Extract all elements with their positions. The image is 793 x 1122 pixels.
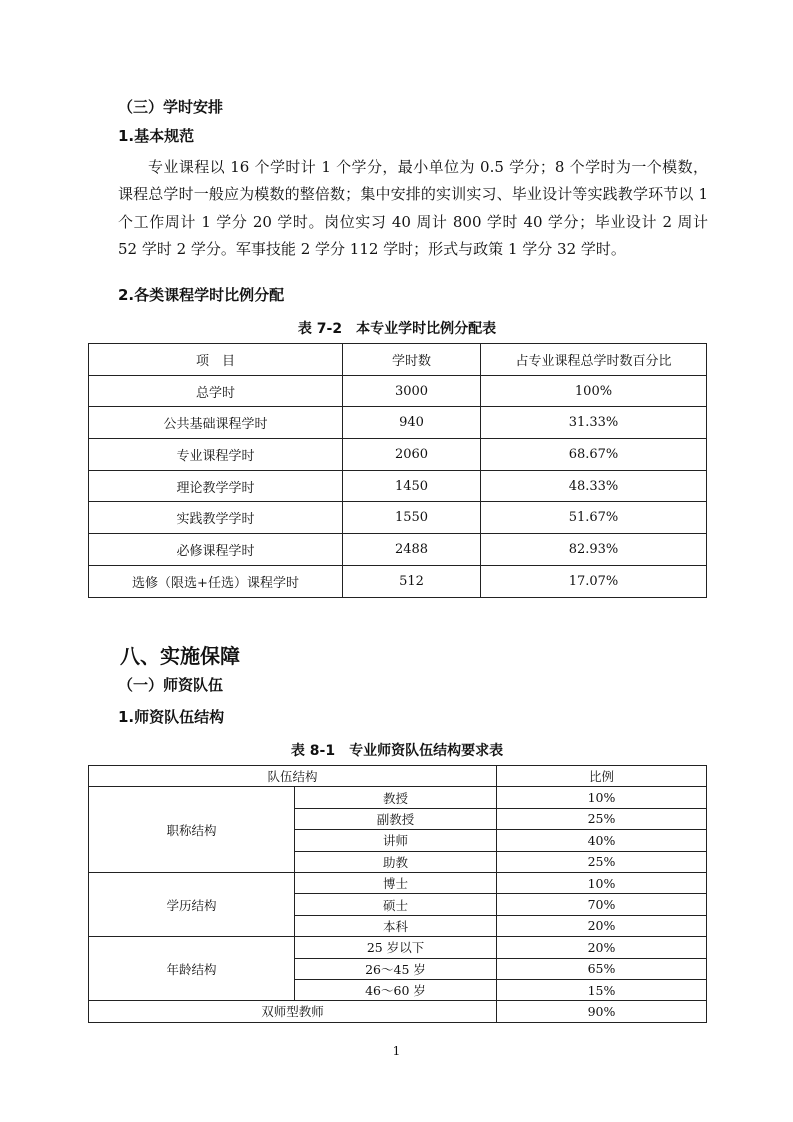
ratio-cell: 40% bbox=[497, 830, 707, 851]
ratio-cell: 65% bbox=[497, 958, 707, 979]
page-number: 1 bbox=[392, 1044, 401, 1058]
table-cell: 2488 bbox=[343, 534, 481, 566]
group-name-cell: 年龄结构 bbox=[89, 937, 295, 1001]
table-cell: 公共基础课程学时 bbox=[89, 407, 343, 439]
ratio-cell: 20% bbox=[497, 915, 707, 936]
ratio-cell: 10% bbox=[497, 787, 707, 808]
table-cell: 1550 bbox=[343, 502, 481, 534]
faculty-structure-table bbox=[88, 765, 707, 1023]
table2-caption: 表 8-1 专业师资队伍结构要求表 bbox=[290, 743, 504, 759]
paragraph-text: 专业课程以 16 个学时计 1 个学分，最小单位为 0.5 学分；8 个学时为一个模数，课程总学时一般应为模数的整倍数；集中安排的实训实习、毕业设计等实践教学环节以 1 个工作周计 1 学分 20 学时。岗位实习 40 周计 800 学时 40 学分；毕业设计 2 周计 52 学时 2 学分。军事技能 2 学分 112 学时；形式与政策 1 学分 32 学时。 bbox=[118, 158, 708, 258]
ratio-cell: 15% bbox=[497, 979, 707, 1000]
item-name-cell: 双师型教师 bbox=[89, 1001, 497, 1022]
table-header-row bbox=[89, 766, 707, 787]
table-cell: 100% bbox=[481, 375, 707, 407]
ratio-cell: 25% bbox=[497, 851, 707, 872]
table-cell: 82.93% bbox=[481, 534, 707, 566]
ratio-cell: 20% bbox=[497, 937, 707, 958]
item-name-cell: 博士 bbox=[295, 872, 497, 893]
table-header-cell: 项 目 bbox=[89, 344, 343, 376]
item-name-cell: 26～45 岁 bbox=[295, 958, 497, 979]
subheading-faculty-structure: 1.师资队伍结构 bbox=[118, 708, 225, 726]
table-cell: 专业课程学时 bbox=[89, 439, 343, 471]
table-cell: 总学时 bbox=[89, 375, 343, 407]
table-cell: 31.33% bbox=[481, 407, 707, 439]
table-row bbox=[89, 872, 707, 893]
item-name-cell: 教授 bbox=[295, 787, 497, 808]
table-row bbox=[89, 1001, 707, 1022]
group-name-cell: 职称结构 bbox=[89, 787, 295, 873]
table-cell: 17.07% bbox=[481, 565, 707, 597]
ratio-cell: 90% bbox=[497, 1001, 707, 1022]
table-cell: 51.67% bbox=[481, 502, 707, 534]
subheading-faculty: （一）师资队伍 bbox=[118, 676, 224, 694]
table-cell: 940 bbox=[343, 407, 481, 439]
ratio-cell: 10% bbox=[497, 872, 707, 893]
item-name-cell: 副教授 bbox=[295, 808, 497, 829]
table-row bbox=[89, 937, 707, 958]
table-row bbox=[89, 502, 707, 534]
table-cell: 1450 bbox=[343, 470, 481, 502]
table-row bbox=[89, 439, 707, 471]
item-name-cell: 25 岁以下 bbox=[295, 937, 497, 958]
item-name-cell: 助教 bbox=[295, 851, 497, 872]
table-header-cell: 队伍结构 bbox=[89, 766, 497, 787]
table-row bbox=[89, 470, 707, 502]
table-header-cell: 占专业课程总学时数百分比 bbox=[481, 344, 707, 376]
table-row bbox=[89, 407, 707, 439]
table-cell: 必修课程学时 bbox=[89, 534, 343, 566]
section-heading-implementation: 八、实施保障 bbox=[120, 644, 240, 668]
item-name-cell: 讲师 bbox=[295, 830, 497, 851]
table-row bbox=[89, 375, 707, 407]
ratio-cell: 25% bbox=[497, 808, 707, 829]
table-header-row bbox=[89, 344, 707, 376]
table-row bbox=[89, 787, 707, 808]
item-name-cell: 硕士 bbox=[295, 894, 497, 915]
table-cell: 选修（限选+任选）课程学时 bbox=[89, 565, 343, 597]
paragraph-basic-norms bbox=[118, 154, 708, 263]
table1-caption: 表 7-2 本专业学时比例分配表 bbox=[297, 321, 497, 337]
table-cell: 理论教学学时 bbox=[89, 470, 343, 502]
table-header-cell: 学时数 bbox=[343, 344, 481, 376]
table-cell: 512 bbox=[343, 565, 481, 597]
table-cell: 68.67% bbox=[481, 439, 707, 471]
table-row bbox=[89, 534, 707, 566]
ratio-cell: 70% bbox=[497, 894, 707, 915]
table-row bbox=[89, 565, 707, 597]
subheading-basic-norms: 1.基本规范 bbox=[118, 127, 195, 145]
table-cell: 2060 bbox=[343, 439, 481, 471]
table-cell: 实践教学学时 bbox=[89, 502, 343, 534]
subheading-hour-ratio: 2.各类课程学时比例分配 bbox=[118, 286, 285, 304]
item-name-cell: 46～60 岁 bbox=[295, 979, 497, 1000]
table-header-cell: 比例 bbox=[497, 766, 707, 787]
section-heading-schedule: （三）学时安排 bbox=[118, 98, 224, 116]
table-cell: 3000 bbox=[343, 375, 481, 407]
table-cell: 48.33% bbox=[481, 470, 707, 502]
item-name-cell: 本科 bbox=[295, 915, 497, 936]
group-name-cell: 学历结构 bbox=[89, 872, 295, 936]
hour-ratio-table bbox=[88, 343, 707, 598]
